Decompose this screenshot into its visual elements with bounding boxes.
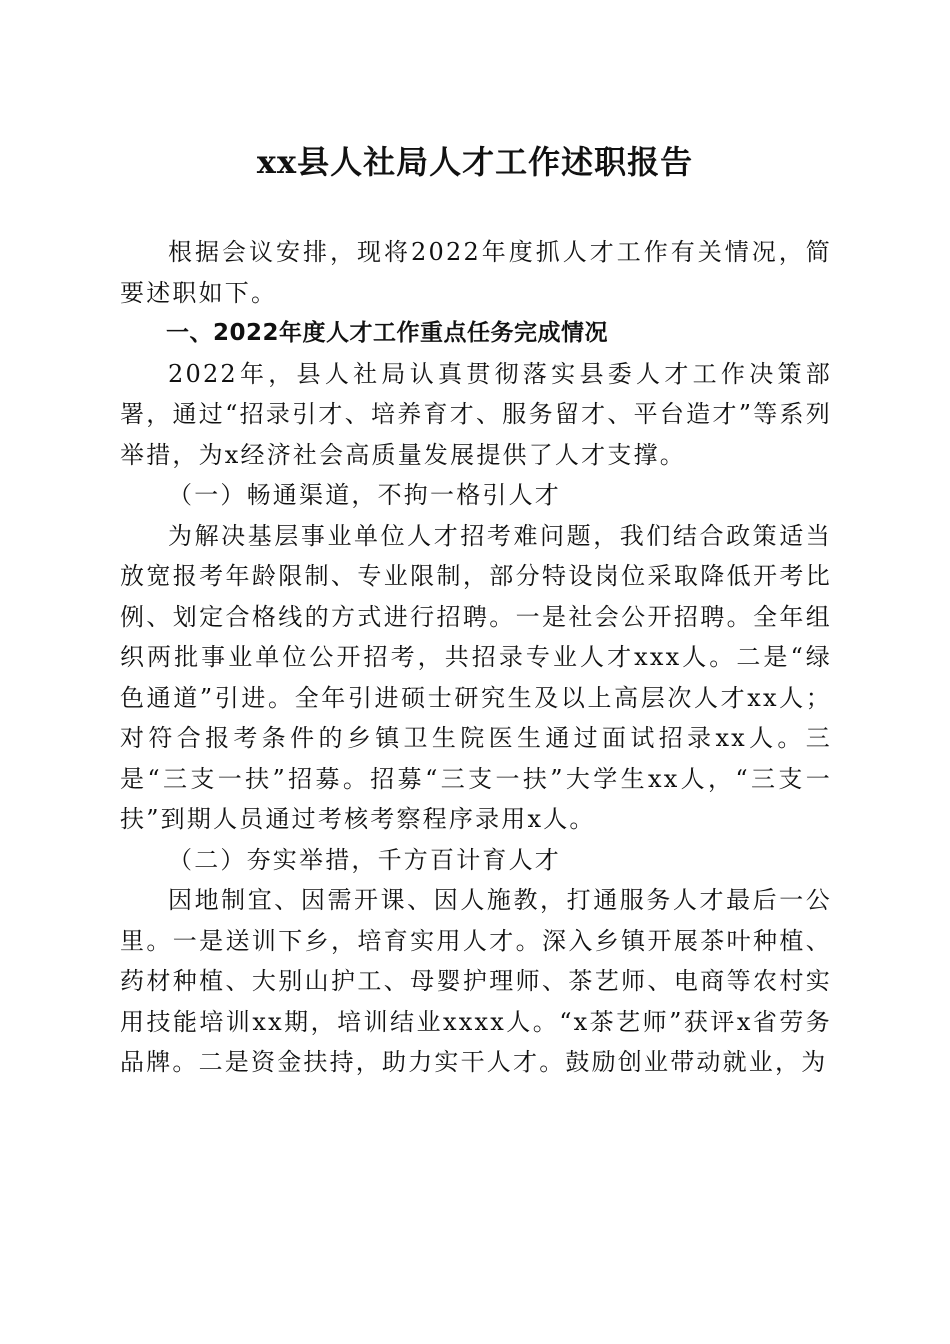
subsection-heading-1: （一）畅通渠道，不拘一格引人才	[168, 481, 561, 509]
subsection-heading-2: （二）夯实举措，千方百计育人才	[168, 845, 561, 874]
subsection-2-paragraph: 因地制宜、因需开课、因人施教，打通服务人才最后一公里。一是送训下乡，培育实用人才。深入乡镇开展茶叶种植、药材种植、大别山护工、母婴护理师、茶艺师、电商等农村实用技能培训xx期，培训结业xxxx人。“x茶艺师”获评x省劳务品牌。二是资金扶持，助力实干人才。鼓励创业带动就业，为	[120, 886, 832, 1076]
document-title: xx县人社局人才工作述职报告	[256, 143, 694, 181]
section-1-paragraph: 2022年，县人社局认真贯彻落实县委人才工作决策部署，通过“招录引才、培养育才、服务留才、平台造才”等系列举措，为x经济社会高质量发展提供了人才支撑。	[120, 359, 832, 469]
section-heading-1: 一、2022年度人才工作重点任务完成情况	[166, 320, 609, 346]
subsection-1-paragraph: 为解决基层事业单位人才招考难问题，我们结合政策适当放宽报考年龄限制、专业限制，部分特设岗位采取降低开考比例、划定合格线的方式进行招聘。一是社会公开招聘。全年组织两批事业单位公开招考，共招录专业人才xxx人。二是“绿色通道”引进。全年引进硕士研究生及以上高层次人才xx人；对符合报考条件的乡镇卫生院医生通过面试招录xx人。三是“三支一扶”招募。招募“三支一扶”大学生xx人，“三支一扶”到期人员通过考核考察程序录用x人。	[120, 521, 832, 833]
document-body	[120, 232, 832, 1083]
intro-paragraph: 根据会议安排，现将2022年度抓人才工作有关情况，简要述职如下。	[120, 238, 832, 307]
